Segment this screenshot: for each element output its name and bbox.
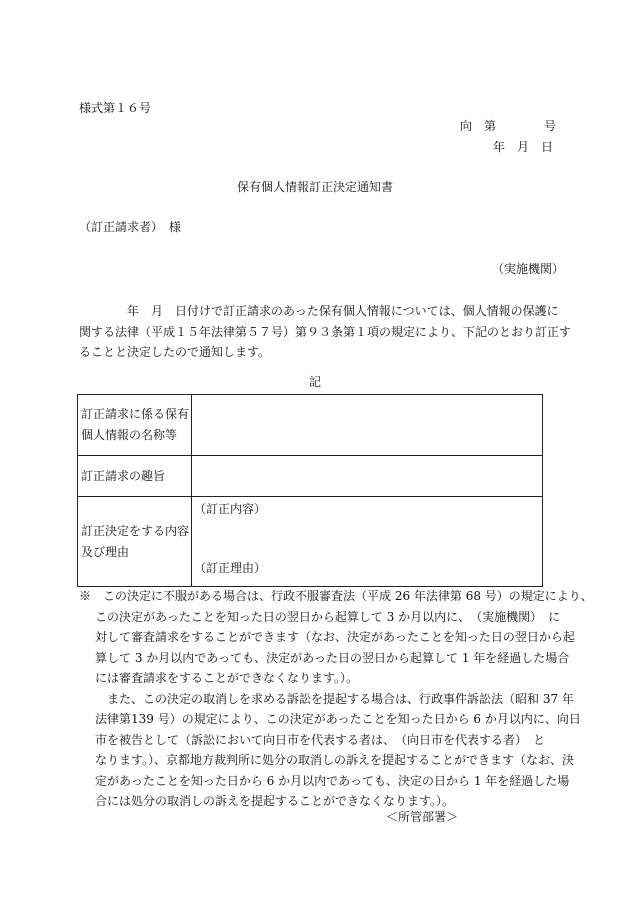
value-personal-info-name (192, 395, 543, 456)
recipient: （訂正請求者） 様 (79, 220, 182, 234)
note-line: 合には処分の取消しの訴えを提起することができなくなります。）。 (95, 794, 455, 808)
label-line: 及び理由 (81, 544, 130, 559)
note-line: この決定があったことを知った日の翌日から起算して 3 か月以内に、 （実施機関） に (95, 609, 561, 624)
note-line: には審査請求をすることができなくなります。）。 (95, 671, 359, 685)
table-row (78, 456, 543, 497)
label-personal-info-name (78, 395, 192, 456)
note-line: 定があったことを知った日から 6 か月以内であっても、決定の日から 1 年を経過した場 (95, 773, 570, 788)
document-title: 保有個人情報訂正決定通知書 (236, 180, 393, 194)
correction-content-label: （訂正内容） (194, 502, 267, 516)
notice-body-line: 関する法律（平成１５年法律第５７号）第９３条第１項の規定により、下記のとおり訂正す (79, 324, 572, 339)
table-row (78, 497, 543, 587)
value-request-purpose (192, 456, 543, 497)
responsible-department: ＜所管部署＞ (386, 810, 459, 824)
label-line: 個人情報の名称等 (81, 428, 178, 442)
note-line: 市を被告として（訴訟において向日市を代表する者は、 （向日市を代表する者） と (95, 732, 546, 747)
table-row (78, 395, 543, 456)
issue-date: 年 月 日 (493, 140, 554, 154)
label-line: 訂正決定をする内容 (81, 523, 190, 538)
note-line: 対して審査請求をすることができます（なお、決定があったことを知った日の翌日から起 (95, 630, 575, 644)
label-decision-content (78, 497, 192, 587)
details-table (77, 394, 543, 587)
note-line: なります。）、京都地方裁判所に処分の取消しの訴えを提起することができます（なお、決 (95, 753, 575, 767)
note-line: ※ この決定に不服がある場合は、行政不服審査法（平成 26 年法律第 68 号）の規定により、 (79, 589, 593, 603)
value-decision-content (192, 497, 543, 587)
correction-reason-label: （訂正理由） (194, 561, 267, 575)
notice-body-line: 年 月 日付けで訂正請求のあった保有個人情報については、個人情報の保護に (79, 304, 559, 318)
ki-heading: 記 (308, 375, 321, 389)
note-line: また、この決定の取消しを求める訴訟を提起する場合は、行政事件訴訟法（昭和 37 年 (107, 691, 574, 706)
reference-number: 向 第 号 (460, 119, 557, 133)
label-line: 訂正請求に係る保有 (81, 407, 190, 421)
implementing-agency: （実施機関） (492, 262, 565, 276)
notice-body-line: ることと決定したので通知します。 (79, 345, 271, 359)
note-line: 法律第139 号）の規定により、この決定があったことを知った日から 6 か月以内に、向日 (95, 712, 581, 726)
note-line: 算して 3 か月以内であっても、決定があった日の翌日から起算して 1 年を経過した場合 (95, 650, 570, 665)
form-number: 様式第１６号 (79, 101, 152, 115)
notice-body (79, 301, 572, 363)
notes-section (79, 586, 593, 812)
label-request-purpose: 訂正請求の趣旨 (78, 456, 192, 497)
